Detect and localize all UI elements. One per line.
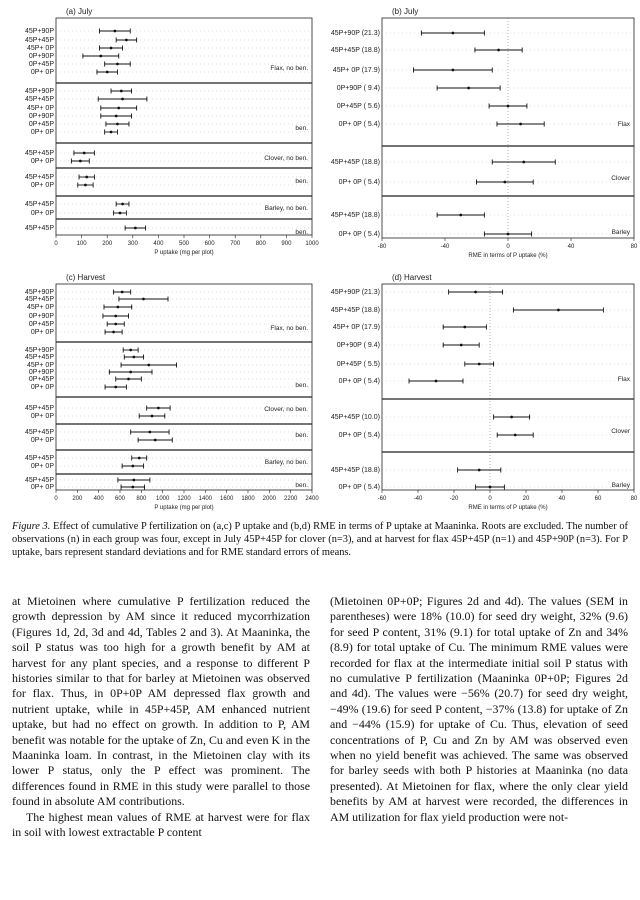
row-label: 45P+45P <box>25 225 54 232</box>
mean-point <box>110 131 113 134</box>
x-tick-label: 2200 <box>283 496 298 502</box>
row-label: 45P+90P <box>25 289 54 296</box>
x-tick-label: 0 <box>506 244 510 250</box>
mean-point <box>129 371 132 374</box>
row-label: 45P+45P (10.0) <box>330 414 380 421</box>
row-label: 45P+45P <box>25 429 54 436</box>
panel-frame <box>56 18 312 235</box>
panel-title: (b) July <box>392 7 419 16</box>
mean-point <box>115 115 118 118</box>
x-tick-label: 900 <box>281 241 292 247</box>
mean-point <box>79 160 82 163</box>
x-tick-label: 100 <box>76 241 87 247</box>
mean-point <box>148 431 151 434</box>
body-paragraph: at Mietoinen where cumulative P fertilization reduced the growth depression by AM since it reduced mycorrhization (Figures 1d, 2d, 3d and 4d, Tables 2 and 3). At Maaninka, the soil P status was too high for a growth benefit by AM at harvest for any plant species, and a response to different P histories similar to that for barley at Mietoinen was observed for flax. Thus, in 0P+0P AM depressed flax growth and nutrient uptake, while in 45P+45P, AM enhanced nutrient uptake, but had no effect on growth. In addition to P, AM benefit was notable for the uptake of Zn, Cu and even K in the Maaninka loam. In contrast, in the Mietoinen clay with its lower P status, only the P effect was prominent. The differences found in RME in this study were parallel to those found in absolute AM contributions. <box>12 594 310 809</box>
body-paragraph: (Mietoinen 0P+0P; Figures 2d and 4d). The values (SEM in parentheses) were 18% (10.0) for seed dry weight, 32% (9.6) for seed P content, 31% (9.1) for total uptake of Zn and 34% (8.9) for total uptake of Cu. The minimum RME values were recorded for flax at the intermediate initial soil P status with no cumulative P fertilization (Maaninka 0P+0P; Figures 2d and 4d). The values were −56% (20.7) for seed dry weight, −49% (19.6) for seed P content, −37% (13.8) for uptake of Zn and −44% (15.9) for uptake of Cu. Thus, elevation of seed concentrations of P, Cu and Zn by AM was observed even when no yield benefit was achieved. The same was observed for barley seeds with both P histories at Maaninka (no data presented). At Mietoinen for flax, where the only clear yield benefits by AM at harvest were recorded, the differences in AM utilization for flax yield production were not- <box>330 594 628 824</box>
mean-point <box>147 364 150 367</box>
row-label: 45P+45P <box>25 354 54 361</box>
row-label: 45P+ 0P <box>26 45 54 52</box>
row-label: 45P+45P <box>25 150 54 157</box>
x-tick-label: 1000 <box>305 241 319 247</box>
row-label: 0P+ 0P <box>30 484 54 491</box>
x-tick-label: 60 <box>594 496 602 502</box>
row-label: 0P+45P <box>28 121 54 128</box>
mean-point <box>557 309 560 312</box>
x-tick-label: 500 <box>178 241 190 247</box>
mean-point <box>478 469 481 472</box>
caption-text: Effect of cumulative P fertilization on (a,c) P uptake and (b,d) RME in terms of P uptake at Maaninka. Roots are excluded. The number of observations (n) in each group was four, except in July 45P+45P for clover (n=3), and at harvest for flax 45P+45P (n=1) and 45P+90P (n=3). For P uptake, bars represent standard deviations and for RME standard errors of means. <box>12 521 628 558</box>
group-label: ben. <box>295 125 308 132</box>
panel-frame <box>382 284 634 490</box>
group-label: Clover, no ben. <box>264 406 308 413</box>
mean-point <box>460 344 463 347</box>
row-label: 45P+90P <box>25 347 54 354</box>
mean-point <box>503 181 506 184</box>
mean-point <box>116 306 119 309</box>
mean-point <box>467 87 470 90</box>
mean-point <box>121 203 124 206</box>
mean-point <box>510 416 513 419</box>
x-tick-label: 2400 <box>305 496 319 502</box>
mean-point <box>131 486 134 489</box>
x-tick-label: 300 <box>127 241 138 247</box>
x-tick-label: 1000 <box>155 496 170 502</box>
mean-point <box>120 90 123 93</box>
x-tick-label: 600 <box>204 241 215 247</box>
group-label: Flax <box>617 121 630 128</box>
mean-point <box>154 439 157 442</box>
row-label: 0P+45P <box>28 61 54 68</box>
caption-label: Figure 3. <box>12 521 51 532</box>
row-label: 0P+90P <box>28 313 54 320</box>
panel-title: (a) July <box>66 7 93 16</box>
x-tick-label: 0 <box>54 496 58 502</box>
row-label: 0P+ 0P <box>30 437 54 444</box>
row-label: 45P+ 0P <box>26 105 54 112</box>
mean-point <box>106 71 109 74</box>
x-tick-label: -80 <box>377 244 387 250</box>
x-tick-label: 20 <box>522 496 530 502</box>
row-label: 0P+ 0P <box>30 182 54 189</box>
x-axis-label: P uptake (mg per plot) <box>154 250 214 256</box>
row-label: 0P+ 0P <box>30 413 54 420</box>
row-label: 0P+ 0P <box>30 210 54 217</box>
x-tick-label: -40 <box>440 244 450 250</box>
mean-point <box>451 32 454 35</box>
row-label: 0P+ 0P ( 5.4) <box>338 121 380 128</box>
x-axis-label: RME in terms of P uptake (%) <box>468 505 548 511</box>
mean-point <box>125 39 128 42</box>
group-label: ben. <box>295 382 308 389</box>
x-tick-label: 40 <box>558 496 566 502</box>
x-tick-label: 1200 <box>177 496 191 502</box>
mean-point <box>514 434 517 437</box>
group-label: Barley <box>611 229 630 236</box>
row-label: 45P+45P (18.8) <box>330 47 380 54</box>
row-label: 45P+45P <box>25 96 54 103</box>
x-tick-label: -40 <box>413 496 423 502</box>
mean-point <box>127 378 130 381</box>
mean-point <box>151 415 154 418</box>
mean-point <box>142 298 145 301</box>
row-label: 45P+ 0P (17.9) <box>332 67 380 74</box>
mean-point <box>138 457 141 460</box>
mean-point <box>131 465 134 468</box>
row-label: 45P+45P (18.8) <box>330 467 380 474</box>
x-tick-label: 200 <box>102 241 113 247</box>
row-label: 45P+45P <box>25 477 54 484</box>
mean-point <box>519 123 522 126</box>
x-tick-label: 800 <box>255 241 266 247</box>
x-tick-label: 1400 <box>198 496 213 502</box>
row-label: 45P+45P (18.8) <box>330 307 380 314</box>
group-label: ben. <box>295 229 308 236</box>
row-label: 0P+90P ( 9.4) <box>336 85 380 92</box>
row-label: 45P+45P <box>25 201 54 208</box>
panel-title: (c) Harvest <box>66 273 106 282</box>
row-label: 0P+ 0P ( 5.4) <box>338 231 380 238</box>
group-label: ben. <box>295 482 308 489</box>
x-tick-label: -60 <box>377 496 387 502</box>
mean-point <box>112 331 115 334</box>
x-tick-label: 800 <box>136 496 147 502</box>
x-axis-label: P uptake (mg per plot) <box>154 505 214 511</box>
row-label: 0P+90P <box>28 113 54 120</box>
group-label: Clover <box>611 428 630 435</box>
row-label: 0P+45P <box>28 376 54 383</box>
row-label: 0P+ 0P ( 5.4) <box>338 179 380 186</box>
group-label: Barley <box>611 482 630 489</box>
x-tick-label: 0 <box>488 496 492 502</box>
row-label: 45P+45P <box>25 37 54 44</box>
group-label: Flax, no ben. <box>270 325 308 332</box>
row-label: 45P+90P <box>25 88 54 95</box>
row-label: 0P+ 0P <box>30 384 54 391</box>
row-label: 0P+ 0P ( 5.4) <box>338 378 380 385</box>
row-label: 0P+ 0P ( 5.4) <box>338 432 380 439</box>
row-label: 0P+ 0P <box>30 463 54 470</box>
mean-point <box>463 326 466 329</box>
group-label: Flax, no ben. <box>270 65 308 72</box>
mean-point <box>114 323 117 326</box>
group-label: Barley, no ben. <box>264 205 308 212</box>
panel-title: (d) Harvest <box>392 273 432 282</box>
mean-point <box>121 291 124 294</box>
mean-point <box>474 291 477 294</box>
mean-point <box>497 49 500 52</box>
mean-point <box>134 227 137 230</box>
x-tick-label: 200 <box>72 496 83 502</box>
row-label: 45P+ 0P <box>26 304 54 311</box>
row-label: 0P+45P ( 5.5) <box>336 361 380 368</box>
row-label: 0P+90P <box>28 53 54 60</box>
group-label: Flax <box>617 376 630 383</box>
mean-point <box>522 161 525 164</box>
row-label: 45P+45P <box>25 296 54 303</box>
x-tick-label: 40 <box>567 244 575 250</box>
mean-point <box>116 123 119 126</box>
mean-point <box>451 69 454 72</box>
mean-point <box>113 30 116 33</box>
row-label: 0P+ 0P ( 5.4) <box>338 484 380 491</box>
mean-point <box>489 486 492 489</box>
mean-point <box>85 176 88 179</box>
row-label: 45P+45P <box>25 174 54 181</box>
group-label: Clover <box>611 175 630 182</box>
row-label: 45P+ 0P (17.9) <box>332 324 380 331</box>
row-label: 0P+ 0P <box>30 329 54 336</box>
row-label: 0P+ 0P <box>30 129 54 136</box>
mean-point <box>435 380 438 383</box>
mean-point <box>157 407 160 410</box>
mean-point <box>99 55 102 58</box>
x-tick-label: 80 <box>630 244 638 250</box>
row-label: 0P+45P ( 5.6) <box>336 103 380 110</box>
row-label: 45P+ 0P <box>26 362 54 369</box>
mean-point <box>114 315 117 318</box>
body-column-left <box>12 594 310 841</box>
row-label: 0P+ 0P <box>30 158 54 165</box>
x-tick-label: 0 <box>54 241 58 247</box>
mean-point <box>478 363 481 366</box>
row-label: 45P+45P (18.8) <box>330 159 380 166</box>
x-tick-label: 1800 <box>241 496 255 502</box>
group-label: ben. <box>295 178 308 185</box>
group-label: Barley, no ben. <box>264 459 308 466</box>
mean-point <box>83 152 86 155</box>
x-tick-label: 700 <box>230 241 241 247</box>
row-label: 45P+45P <box>25 455 54 462</box>
body-column-right <box>330 594 628 825</box>
mean-point <box>132 479 135 482</box>
row-label: 45P+90P (21.3) <box>330 289 380 296</box>
mean-point <box>121 98 124 101</box>
mean-point <box>132 356 135 359</box>
row-label: 0P+90P ( 9.4) <box>336 342 380 349</box>
mean-point <box>459 214 462 217</box>
x-tick-label: 2000 <box>262 496 277 502</box>
mean-point <box>507 233 510 236</box>
x-tick-label: 1600 <box>219 496 234 502</box>
row-label: 0P+45P <box>28 321 54 328</box>
row-label: 45P+45P (18.8) <box>330 212 380 219</box>
mean-point <box>84 184 87 187</box>
x-axis-label: RME in terms of P uptake (%) <box>468 253 548 259</box>
mean-point <box>114 386 117 389</box>
row-label: 45P+90P (21.3) <box>330 30 380 37</box>
group-label: ben. <box>295 432 308 439</box>
x-tick-label: 600 <box>114 496 126 502</box>
mean-point <box>507 105 510 108</box>
mean-point <box>119 212 122 215</box>
figure-caption <box>12 520 628 559</box>
x-tick-label: -20 <box>449 496 459 502</box>
x-tick-label: 400 <box>153 241 164 247</box>
mean-point <box>116 63 119 66</box>
row-label: 0P+90P <box>28 369 54 376</box>
group-label: Clover, no ben. <box>264 155 308 162</box>
mean-point <box>117 107 120 110</box>
x-tick-label: 400 <box>93 496 104 502</box>
mean-point <box>129 349 132 352</box>
mean-point <box>110 47 113 50</box>
row-label: 0P+ 0P <box>30 69 54 76</box>
row-label: 45P+45P <box>25 405 54 412</box>
row-label: 45P+90P <box>25 28 54 35</box>
body-paragraph: The highest mean values of RME at harvest were for flax in soil with lowest extractable P content <box>12 809 310 840</box>
x-tick-label: 80 <box>630 496 638 502</box>
